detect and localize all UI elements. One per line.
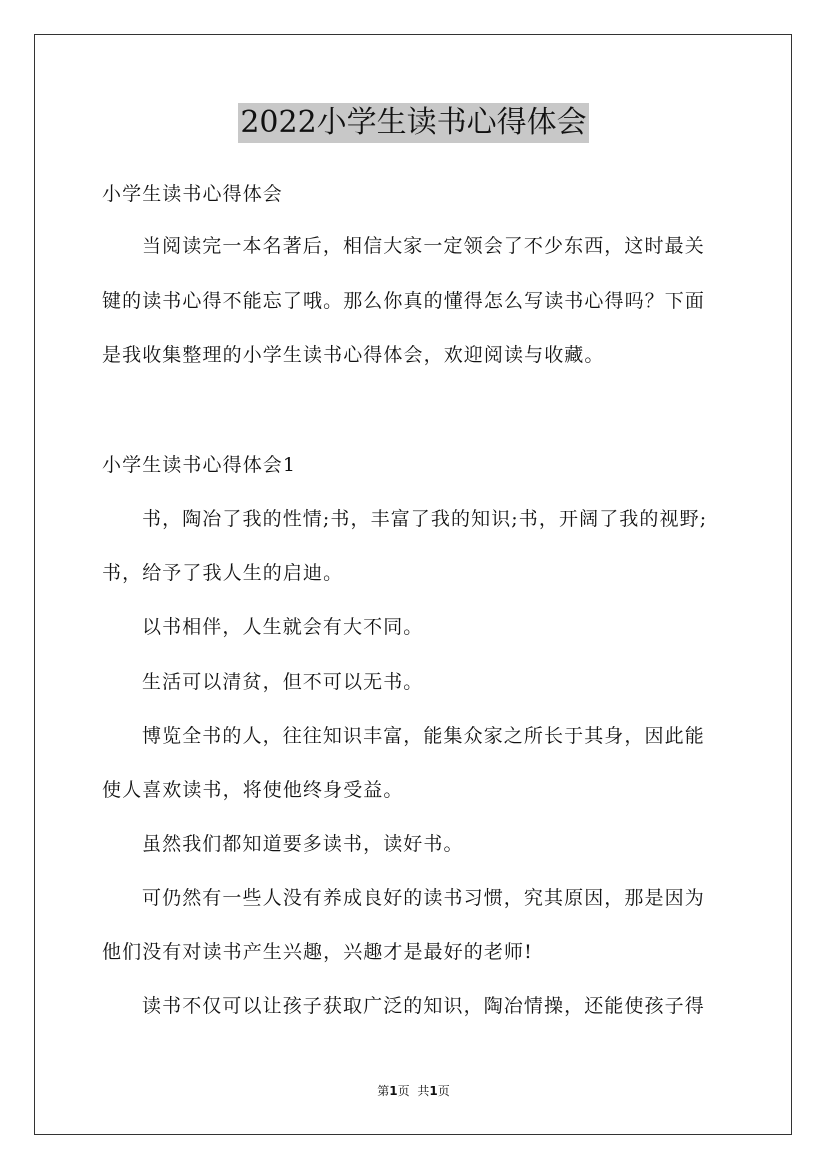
paragraph-line: 书，陶冶了我的性情;书，丰富了我的知识;书，开阔了我的视野; bbox=[142, 508, 708, 530]
footer-page-suffix: 页 bbox=[397, 1084, 410, 1098]
footer-page-number: 1 bbox=[389, 1084, 398, 1098]
footer-total-suffix: 页 bbox=[437, 1084, 450, 1098]
title-container bbox=[0, 103, 827, 143]
paragraph-line: 键的读书心得不能忘了哦。那么你真的懂得怎么写读书心得吗？下面 bbox=[102, 290, 706, 312]
paragraph-line: 虽然我们都知道要多读书，读好书。 bbox=[142, 833, 464, 855]
paragraph-line: 读书不仅可以让孩子获取广泛的知识，陶冶情操，还能使孩子得 bbox=[142, 995, 705, 1017]
paragraph-line: 以书相伴，人生就会有大不同。 bbox=[142, 616, 424, 638]
paragraph-line: 使人喜欢读书，将使他终身受益。 bbox=[102, 779, 404, 801]
footer-total-prefix: 共 bbox=[417, 1084, 430, 1098]
section-heading-intro: 小学生读书心得体会 bbox=[102, 183, 283, 205]
paragraph-line: 可仍然有一些人没有养成良好的读书习惯，究其原因，那是因为 bbox=[142, 887, 705, 909]
page-footer bbox=[0, 1083, 827, 1099]
paragraph-line: 书，给予了我人生的启迪。 bbox=[102, 562, 344, 584]
paragraph-line: 生活可以清贫，但不可以无书。 bbox=[142, 671, 424, 693]
section-heading-1: 小学生读书心得体会1 bbox=[102, 454, 297, 476]
footer-total-pages: 1 bbox=[429, 1084, 438, 1098]
paragraph-line: 他们没有对读书产生兴趣，兴趣才是最好的老师! bbox=[102, 941, 533, 963]
paragraph-line: 是我收集整理的小学生读书心得体会，欢迎阅读与收藏。 bbox=[102, 344, 605, 366]
footer-page-prefix: 第 bbox=[377, 1084, 390, 1098]
document-title: 2022小学生读书心得体会 bbox=[238, 103, 588, 143]
paragraph-line: 当阅读完一本名著后，相信大家一定领会了不少东西，这时最关 bbox=[142, 235, 705, 257]
paragraph-line: 博览全书的人，往往知识丰富，能集众家之所长于其身，因此能 bbox=[142, 725, 705, 747]
